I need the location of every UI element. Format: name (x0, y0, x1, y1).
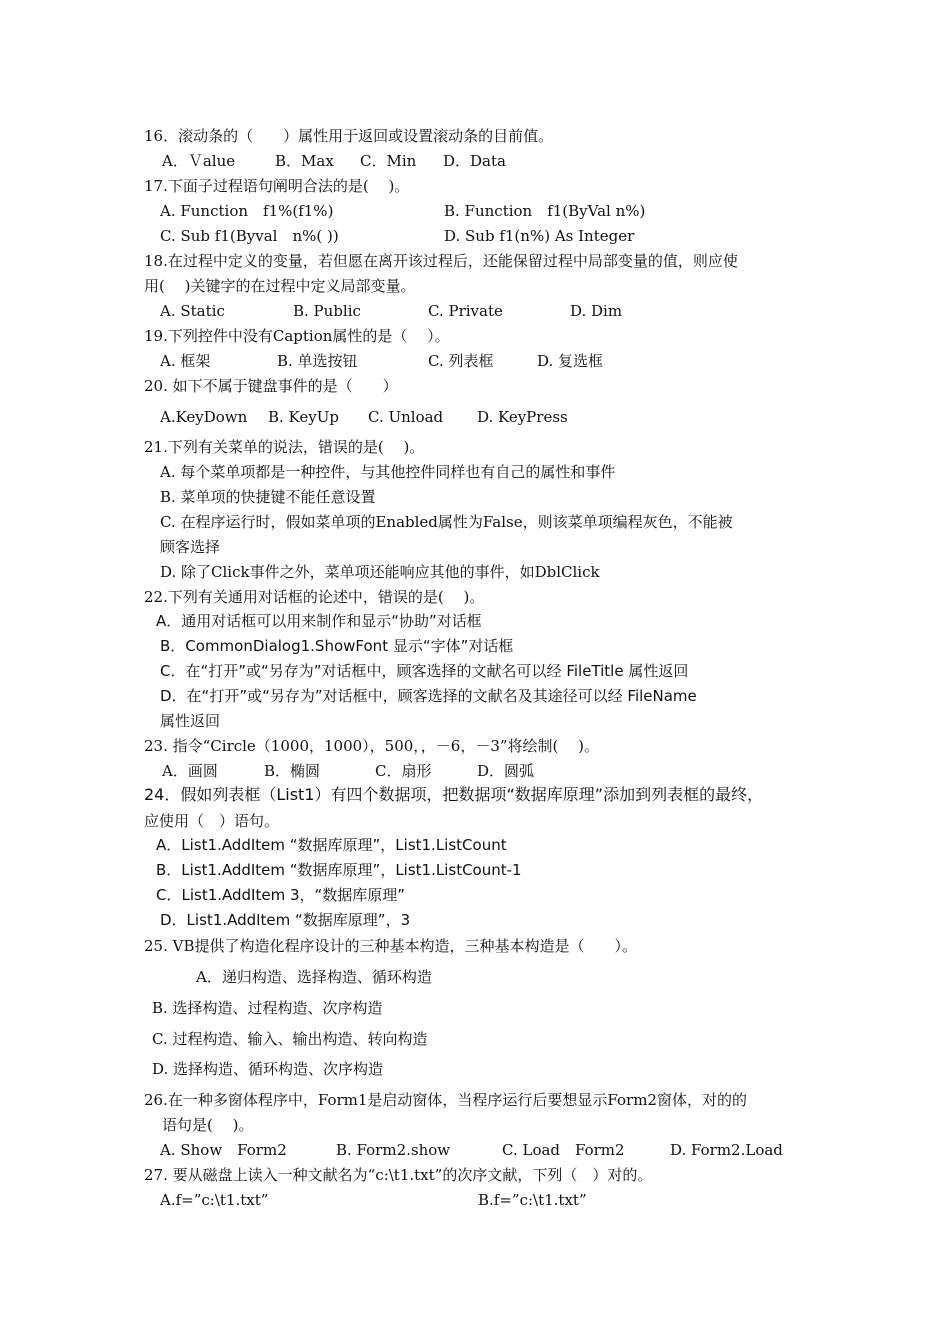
question-22-option-b: B．CommonDialog1.ShowFont 显示“字体”对话框 (160, 637, 514, 655)
question-25-option-b: B. 选择构造、过程构造、次序构造 (152, 999, 383, 1017)
question-26-option-b: B. Form2.show (336, 1141, 451, 1159)
question-20-option-b: B. KeyUp (268, 408, 339, 426)
question-18-option-b: B. Public (293, 302, 361, 320)
question-16-option-b: B．Max (275, 152, 334, 170)
question-26-option-c: C. Load Form2 (502, 1141, 625, 1159)
question-23-option-c: C．扇形 (375, 762, 432, 780)
question-21-option-b: B. 菜单项的快捷键不能任意设置 (160, 488, 376, 506)
question-27-option-a: A.f=”c:\t1.txt” (160, 1191, 269, 1209)
question-16-option-a: A．Ｖalue (162, 152, 236, 170)
question-25-option-a: A．递归构造、选择构造、循环构造 (196, 968, 432, 986)
question-19-option-d: D. 复选框 (537, 352, 604, 370)
question-20-option-d: D. KeyPress (477, 408, 568, 426)
question-21-option-c-line2: 顾客选择 (160, 538, 221, 556)
question-24-option-c: C．List1.AddItem 3，“数据库原理” (156, 886, 406, 904)
question-19-option-a: A. 框架 (160, 352, 211, 370)
question-22-stem: 22.下列有关通用对话框的论述中，错误的是( )。 (144, 588, 485, 606)
question-18-stem-line2: 用( )关键字的在过程中定义局部变量。 (144, 277, 416, 295)
question-17-option-c: C. Sub f1(Byval n%( )) (160, 227, 339, 245)
question-21-stem: 21.下列有关菜单的说法，错误的是( )。 (144, 438, 425, 456)
question-27-option-b: B.f=”c:\t1.txt” (478, 1191, 587, 1209)
question-25-option-c: C. 过程构造、输入、输出构造、转向构造 (152, 1030, 428, 1048)
question-22-option-c: C．在“打开”或“另存为”对话框中，顾客选择的文献名可以经 FileTitle 属性返回 (160, 662, 689, 680)
question-22-option-a: A．通用对话框可以用来制作和显示“协助”对话框 (156, 612, 482, 630)
question-17-option-d: D. Sub f1(n%) As Integer (444, 227, 635, 245)
question-25-stem: 25. VB提供了构造化程序设计的三种基本构造，三种基本构造是（ ）。 (144, 937, 637, 955)
question-22-option-d-line1: D．在“打开”或“另存为”对话框中，顾客选择的文献名及其途径可以经 FileName (160, 687, 697, 705)
question-21-option-c-line1: C. 在程序运行时，假如菜单项的Enabled属性为False，则该菜单项编程灰色，不能被 (160, 513, 733, 531)
question-26-option-d: D. Form2.Load (670, 1141, 783, 1159)
question-24-option-b: B．List1.AddItem “数据库原理”，List1.ListCount-1 (156, 861, 522, 879)
question-19-stem: 19.下列控件中没有Caption属性的是（ ）。 (144, 327, 450, 345)
question-17-option-a: A. Function f1%(f1%) (160, 202, 334, 220)
question-17-option-b: B. Function f1(ByVal n%) (444, 202, 646, 220)
question-24-stem-line2: 应使用（ ）语句。 (144, 812, 280, 830)
question-21-option-a: A. 每个菜单项都是一种控件，与其他控件同样也有自己的属性和事件 (160, 463, 616, 481)
question-18-stem-line1: 18.在过程中定义的变量，若但愿在离开该过程后，还能保留过程中局部变量的值，则应使 (144, 252, 738, 270)
question-19-option-c: C. 列表框 (428, 352, 494, 370)
question-22-option-d-line2: 属性返回 (160, 712, 221, 730)
question-16-option-c: C．Min (360, 152, 417, 170)
question-23-option-a: A．画圆 (162, 762, 218, 780)
question-23-option-d: D．圆弧 (477, 762, 535, 780)
question-20-option-c: C. Unload (368, 408, 444, 426)
question-16-stem: 16．滚动条的（ ）属性用于返回或设置滚动条的目前值。 (144, 127, 554, 145)
question-24-option-d: D．List1.AddItem “数据库原理”，3 (160, 911, 411, 929)
question-24-option-a: A．List1.AddItem “数据库原理”，List1.ListCount (156, 836, 507, 854)
question-18-option-d: D. Dim (570, 302, 623, 320)
question-19-option-b: B. 单选按钮 (277, 352, 358, 370)
question-18-option-c: C. Private (428, 302, 503, 320)
question-21-option-d: D. 除了Click事件之外，菜单项还能响应其他的事件，如DblClick (160, 563, 600, 581)
question-18-option-a: A. Static (160, 302, 225, 320)
question-23-option-b: B．椭圆 (264, 762, 321, 780)
question-20-option-a: A.KeyDown (160, 408, 248, 426)
question-20-stem: 20. 如下不属于键盘事件的是（ ） (144, 377, 398, 395)
question-16-option-d: D．Data (443, 152, 506, 170)
question-25-option-d: D. 选择构造、循环构造、次序构造 (152, 1060, 384, 1078)
question-26-stem-line1: 26.在一种多窗体程序中，Form1是启动窗体，当程序运行后要想显示Form2窗体，对的的 (144, 1091, 747, 1109)
question-26-option-a: A. Show Form2 (160, 1141, 287, 1159)
question-17-stem: 17.下面子过程语句阐明合法的是( )。 (144, 177, 410, 195)
question-23-stem: 23. 指令“Circle（1000，1000），500，，－6，－3”将绘制( )。 (144, 737, 600, 755)
question-24-stem-line1: 24．假如列表框（List1）有四个数据项，把数据项“数据库原理”添加到列表框的最终， (144, 785, 764, 804)
question-27-stem: 27. 要从磁盘上读入一种文献名为“c:\t1.txt”的次序文献，下列（ ）对的。 (144, 1166, 653, 1184)
question-26-stem-line2: 语句是( )。 (162, 1116, 254, 1134)
